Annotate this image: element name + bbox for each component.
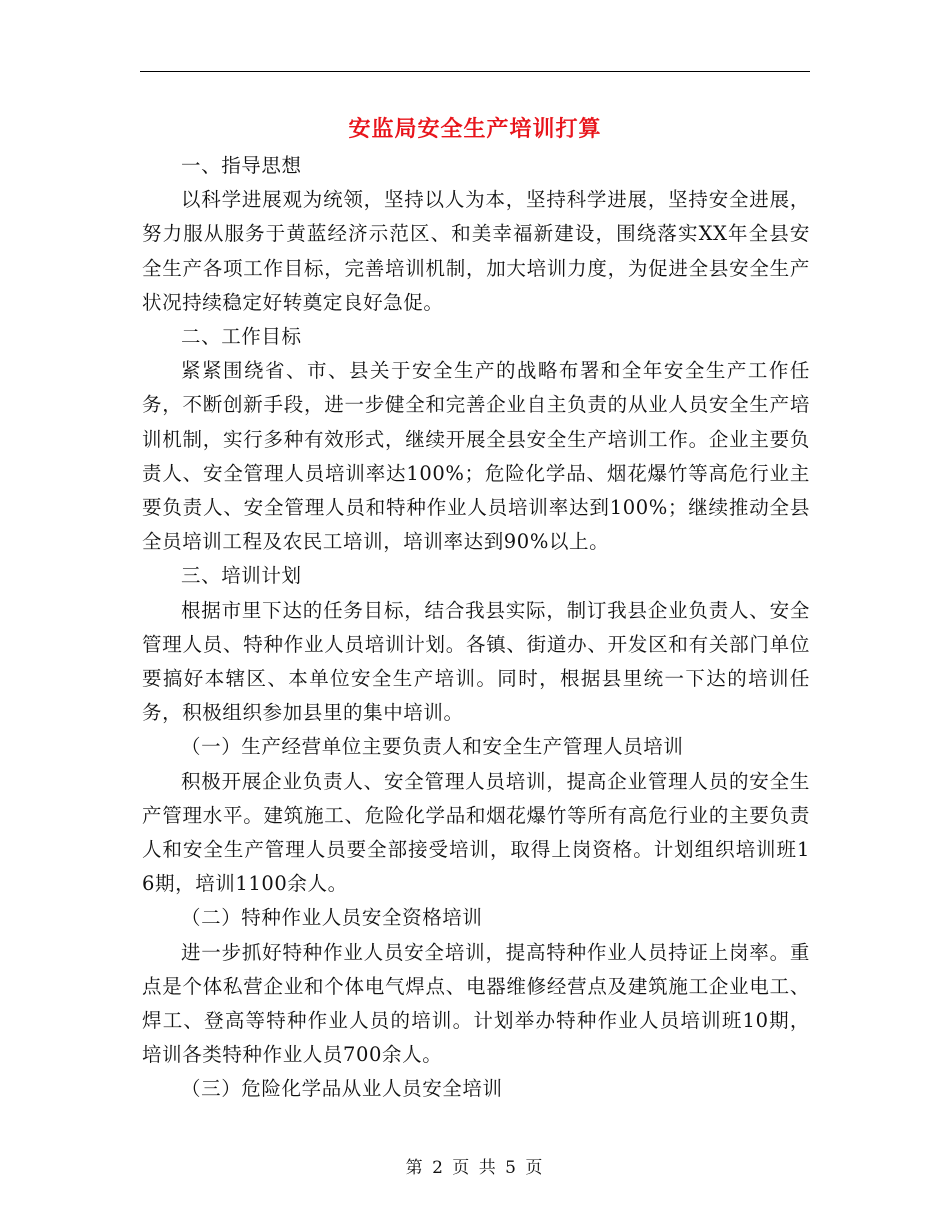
header-rule (140, 71, 810, 72)
paragraph: 进一步抓好特种作业人员安全培训，提高特种作业人员持证上岗率。重点是个体私营企业和个体电气焊点、电器维修经营点及建筑施工企业电工、焊工、登高等特种作业人员的培训。计划举办特种作业人员培训班10期，培训各类特种作业人员700余人。 (142, 940, 810, 1067)
document-body (142, 149, 810, 1107)
document-title: 安监局安全生产培训打算 (348, 116, 602, 142)
paragraph: 积极开展企业负责人、安全管理人员培训，提高企业管理人员的安全生产管理水平。建筑施工、危险化学品和烟花爆竹等所有高危行业的主要负责人和安全生产管理人员要全部接受培训，取得上岗资格。计划组织培训班16期，培训1100余人。 (142, 769, 810, 896)
subsection-heading: （一）生产经营单位主要负责人和安全生产管理人员培训 (181, 735, 684, 759)
section-heading: 一、指导思想 (181, 154, 302, 177)
section-heading: 二、工作目标 (181, 325, 302, 349)
subsection-heading: （二）特种作业人员安全资格培训 (181, 906, 483, 930)
subsection-heading: （三）危险化学品从业人员安全培训 (181, 1077, 503, 1101)
paragraph: 紧紧围绕省、市、县关于安全生产的战略布署和全年安全生产工作任务，不断创新手段，进一步健全和完善企业自主负责的从业人员安全生产培训机制，实行多种有效形式，继续开展全县安全生产培训工作。企业主要负责人、安全管理人员培训率达100%；危险化学品、烟花爆竹等高危行业主要负责人、安全管理人员和特种作业人员培训率达到100%；继续推动全县全员培训工程及农民工培训，培训率达到90%以上。 (142, 359, 810, 554)
paragraph: 根据市里下达的任务目标，结合我县实际，制订我县企业负责人、安全管理人员、特种作业人员培训计划。各镇、街道办、开发区和有关部门单位要搞好本辖区、本单位安全生产培训。同时，根据县里统一下达的培训任务，积极组织参加县里的集中培训。 (142, 598, 810, 725)
paragraph: 以科学进展观为统领，坚持以人为本，坚持科学进展，坚持安全进展，努力服从服务于黄蓝经济示范区、和美幸福新建设，围绕落实XX年全县安全生产各项工作目标，完善培训机制，加大培训力度，为促进全县安全生产状况持续稳定好转奠定良好急促。 (142, 188, 810, 314)
page-number: 第 2 页 共 5 页 (405, 1158, 545, 1178)
section-heading: 三、培训计划 (181, 564, 302, 588)
